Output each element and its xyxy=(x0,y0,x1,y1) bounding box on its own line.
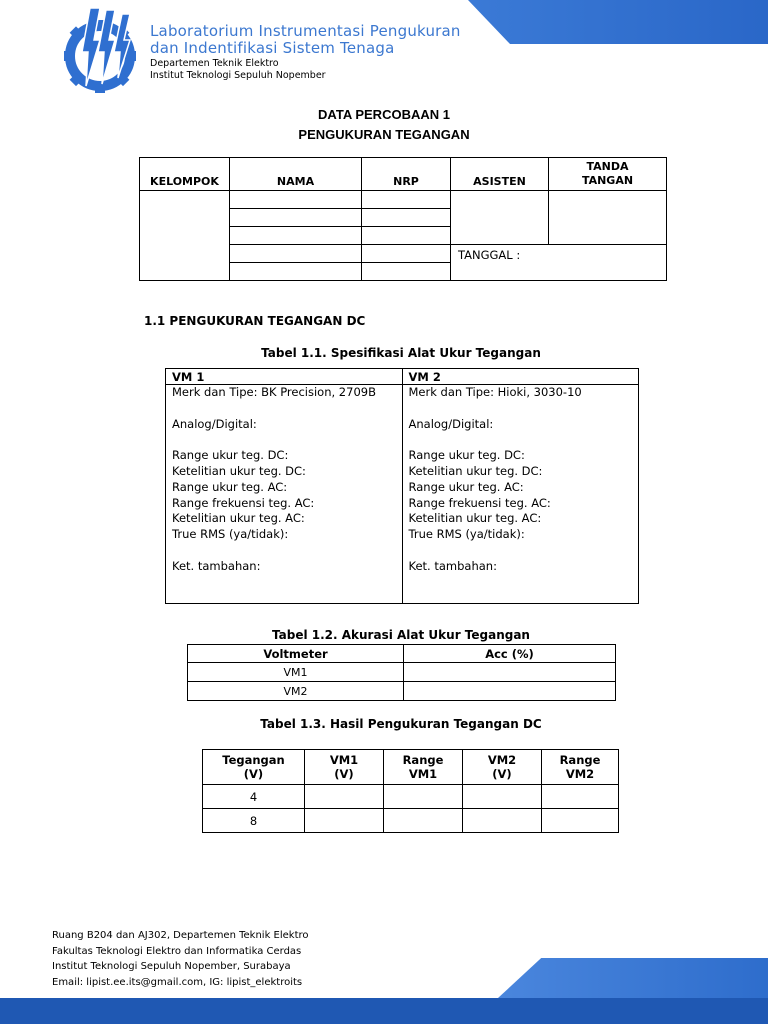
section-heading: 1.1 PENGUKURAN TEGANGAN DC xyxy=(144,314,366,328)
document-title xyxy=(0,105,768,145)
header-nama: NAMA xyxy=(230,158,362,191)
spec-line: Analog/Digital: xyxy=(172,416,257,431)
result-cell[interactable] xyxy=(463,785,542,809)
header-kelompok: KELOMPOK xyxy=(140,158,230,191)
spec-line xyxy=(172,432,396,448)
acc-cell[interactable] xyxy=(404,682,616,701)
nama-cell[interactable] xyxy=(230,245,362,263)
result-cell[interactable] xyxy=(463,809,542,833)
spec-line: Merk dan Tipe: Hioki, 3030-10 xyxy=(408,385,582,399)
result-cell[interactable] xyxy=(384,785,463,809)
spec-line xyxy=(172,543,396,559)
nama-cell[interactable] xyxy=(230,209,362,227)
acc-cell[interactable] xyxy=(404,663,616,682)
spec-line: Ketelitian ukur teg. DC: xyxy=(172,463,306,478)
nrp-cell[interactable] xyxy=(362,209,451,227)
spec-line xyxy=(409,401,633,417)
header-line: VM1 xyxy=(329,753,359,767)
nrp-cell[interactable] xyxy=(362,245,451,263)
header-line: Range xyxy=(402,753,444,767)
tegangan-cell: 4 xyxy=(203,785,305,809)
title-line2: PENGUKURAN TEGANGAN xyxy=(298,127,470,142)
tanggal-label: TANGGAL : xyxy=(458,248,521,262)
result-cell[interactable] xyxy=(384,809,463,833)
header-line: VM2 xyxy=(565,767,595,781)
lab-logo-icon xyxy=(60,6,144,96)
tegangan-cell: 8 xyxy=(203,809,305,833)
spec-line: Range ukur teg. AC: xyxy=(408,479,524,494)
result-cell[interactable] xyxy=(542,785,619,809)
spec-line: Ketelitian ukur teg. DC: xyxy=(408,463,543,478)
spec-line: Range ukur teg. DC: xyxy=(408,448,525,463)
spec-line: Ket. tambahan: xyxy=(408,558,497,573)
lab-affiliation xyxy=(150,58,326,82)
tanda-line2: TANGAN xyxy=(581,174,634,187)
result-table xyxy=(202,749,619,833)
tanda-tangan-cell[interactable] xyxy=(549,191,667,245)
voltmeter-header: Voltmeter xyxy=(188,645,404,663)
header-asisten: ASISTEN xyxy=(451,158,549,191)
header-line: Tegangan xyxy=(222,753,285,767)
range-vm1-header xyxy=(384,750,463,785)
spec-line: Ketelitian ukur teg. AC: xyxy=(172,511,305,526)
footer-line: Email: lipist.ee.its@gmail.com, IG: lipist_elektroits xyxy=(52,976,303,988)
voltmeter-cell: VM1 xyxy=(188,663,404,682)
footer-contact xyxy=(52,928,309,990)
spec-line: Range frekuensi teg. AC: xyxy=(408,495,551,510)
spec-line: Range ukur teg. AC: xyxy=(172,479,288,494)
spec-line: True RMS (ya/tidak): xyxy=(172,527,289,542)
spec-line: Ket. tambahan: xyxy=(172,558,261,573)
tegangan-header xyxy=(203,750,305,785)
spec-line: Ketelitian ukur teg. AC: xyxy=(408,511,542,526)
nrp-cell[interactable] xyxy=(362,191,451,209)
vm1-header: VM 1 xyxy=(166,369,403,385)
header-line: VM1 xyxy=(408,767,438,781)
acc-header: Acc (%) xyxy=(404,645,616,663)
dept-name: Departemen Teknik Elektro xyxy=(150,58,279,69)
vm1-header xyxy=(305,750,384,785)
header-line: (V) xyxy=(243,767,264,781)
table2-caption: Tabel 1.2. Akurasi Alat Ukur Tegangan xyxy=(272,628,530,642)
institute-name: Institut Teknologi Sepuluh Nopember xyxy=(150,70,326,81)
spec-line xyxy=(172,401,396,417)
header-tanda-tangan xyxy=(549,158,667,191)
table3-caption: Tabel 1.3. Hasil Pengukuran Tegangan DC xyxy=(260,717,542,731)
header-line: (V) xyxy=(492,767,512,781)
lab-name-line2: dan Indentifikasi Sistem Tenaga xyxy=(150,39,395,57)
footer-band xyxy=(0,998,768,1024)
footer-accent-wedge xyxy=(498,958,768,998)
spec-table xyxy=(165,368,639,604)
spec-line: Analog/Digital: xyxy=(408,416,494,431)
result-cell[interactable] xyxy=(542,809,619,833)
kelompok-cell[interactable] xyxy=(140,191,230,281)
result-cell[interactable] xyxy=(305,809,384,833)
spec-line xyxy=(409,543,633,559)
lab-name xyxy=(150,23,461,57)
tanggal-cell[interactable] xyxy=(451,245,667,281)
vm1-spec-cell[interactable] xyxy=(166,385,403,604)
accuracy-table xyxy=(187,644,616,701)
header-line: (V) xyxy=(334,767,354,781)
header-line: Range xyxy=(559,753,601,767)
footer-line: Institut Teknologi Sepuluh Nopember, Surabaya xyxy=(52,961,291,972)
tanda-line1: TANDA xyxy=(586,160,629,173)
group-info-table xyxy=(139,157,667,281)
footer-line: Fakultas Teknologi Elektro dan Informatika Cerdas xyxy=(52,945,302,957)
nama-cell[interactable] xyxy=(230,191,362,209)
spec-line: Range ukur teg. DC: xyxy=(172,448,289,463)
nrp-cell[interactable] xyxy=(362,263,451,281)
nama-cell[interactable] xyxy=(230,227,362,245)
spec-line: True RMS (ya/tidak): xyxy=(408,527,525,542)
spec-line xyxy=(409,432,633,448)
voltmeter-cell: VM2 xyxy=(188,682,404,701)
result-cell[interactable] xyxy=(305,785,384,809)
vm2-header xyxy=(463,750,542,785)
header-accent-band xyxy=(468,0,768,44)
header-nrp: NRP xyxy=(362,158,451,191)
lab-name-line1: Laboratorium Instrumentasi Pengukuran xyxy=(150,22,461,40)
asisten-cell[interactable] xyxy=(451,191,549,245)
spec-line: Range frekuensi teg. AC: xyxy=(172,495,315,510)
title-line1: DATA PERCOBAAN 1 xyxy=(318,107,450,122)
vm2-header: VM 2 xyxy=(402,369,639,385)
range-vm2-header xyxy=(542,750,619,785)
nama-cell[interactable] xyxy=(230,263,362,281)
header-line: VM2 xyxy=(487,753,517,767)
nrp-cell[interactable] xyxy=(362,227,451,245)
table1-caption: Tabel 1.1. Spesifikasi Alat Ukur Tegangan xyxy=(261,346,541,360)
spec-line: Merk dan Tipe: BK Precision, 2709B xyxy=(172,385,376,399)
vm2-spec-cell[interactable] xyxy=(402,385,639,604)
footer-line: Ruang B204 dan AJ302, Departemen Teknik Elektro xyxy=(52,930,309,941)
